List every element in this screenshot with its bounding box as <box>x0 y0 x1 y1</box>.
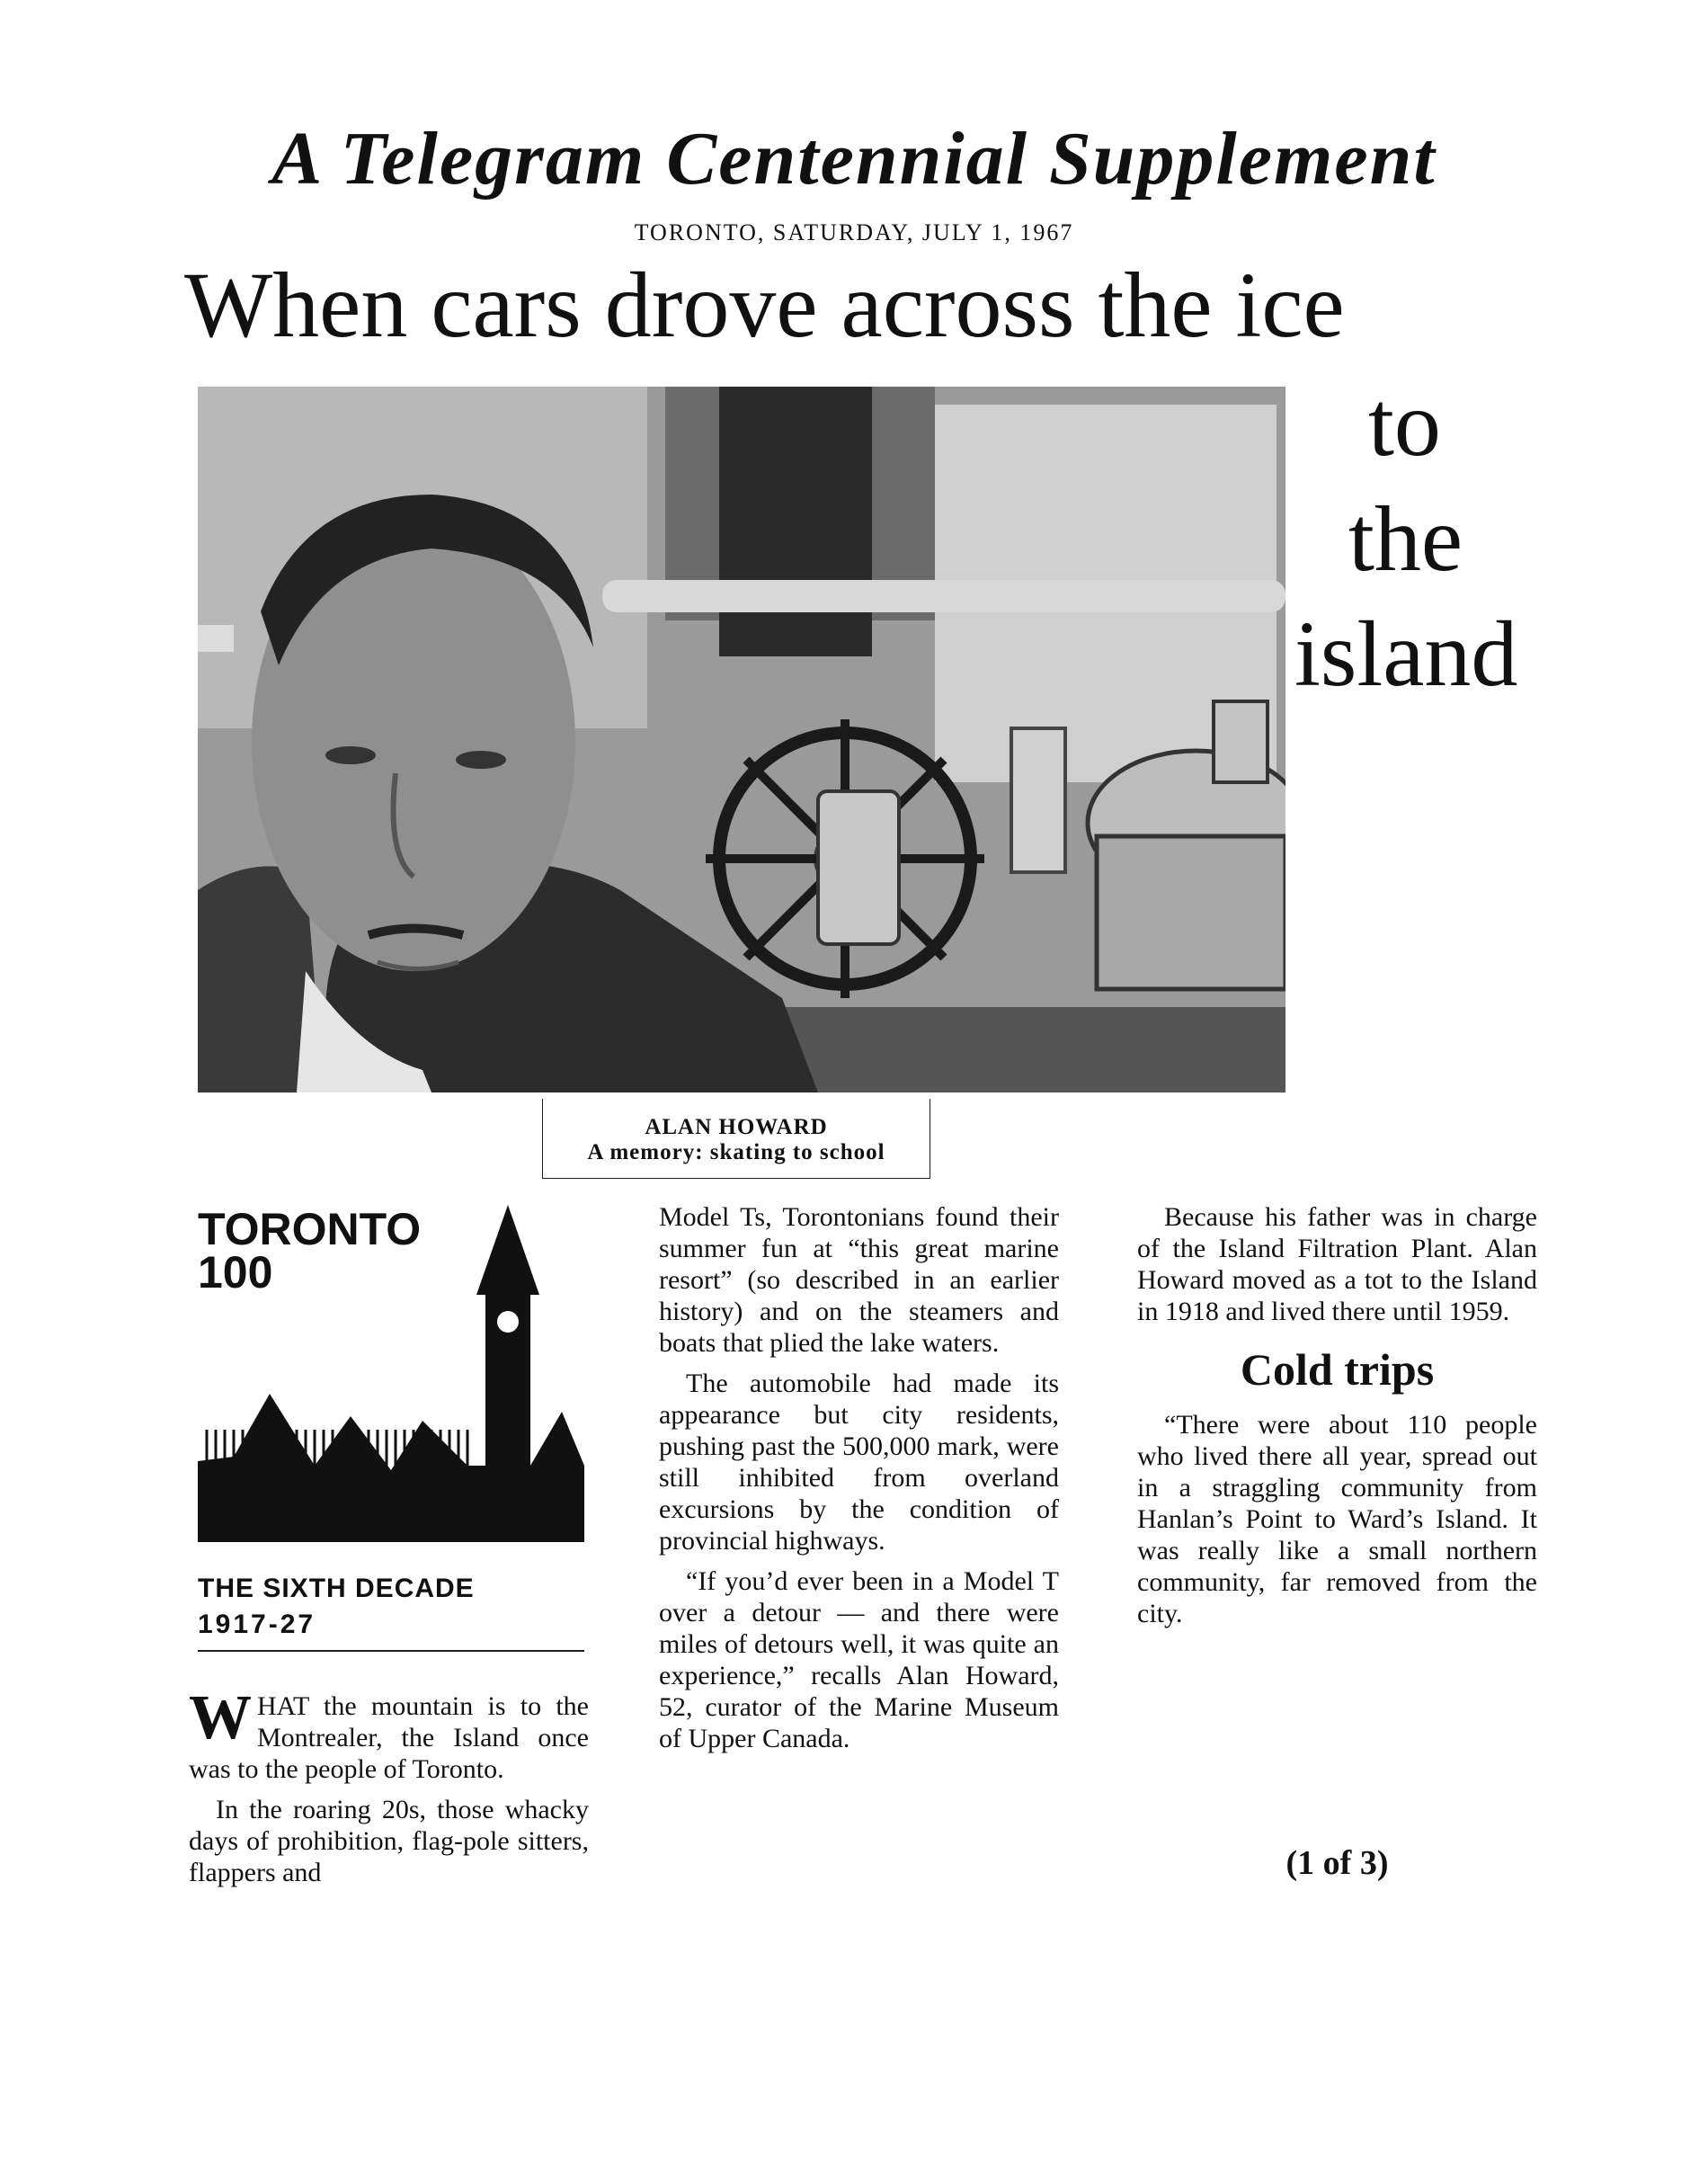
headline-word-to: to <box>1368 372 1441 476</box>
caption-name: ALAN HOWARD <box>645 1115 828 1139</box>
drop-cap: W <box>189 1683 252 1752</box>
article-paragraph: Model Ts, Torontonians found their summer fun at “this great marine resort” (so described in an earlier history) and on the steamers and boats that plied the lake waters. <box>659 1202 1059 1358</box>
article-column-3 <box>1137 1201 1537 1629</box>
logo-number: 100 <box>198 1247 273 1297</box>
headline-word-island: island <box>1294 602 1518 706</box>
article-paragraph: In the roaring 20s, those whacky days of prohibition, flag-pole sitters, flappers and <box>189 1795 589 1887</box>
article-paragraph: “If you’d ever been in a Model T over a detour — and there were miles of detours well, it was quite an experience,” recalls Alan Howard, 52, curator of the Marine Museum of Upper Canada. <box>659 1566 1059 1753</box>
article-paragraph: “There were about 110 people who lived there all year, spread out in a straggling community from Hanlan’s Point to Ward’s Island. It was really like a small northern community, far removed from the city. <box>1137 1410 1537 1628</box>
logo-title: TORONTO <box>198 1204 422 1254</box>
supplement-title: A Telegram Centennial Supplement <box>271 117 1437 201</box>
article-paragraph: Because his father was in charge of the Island Filtration Plant. Alan Howard moved as a tot to the Island in 1918 and lived there until 1959. <box>1137 1202 1537 1326</box>
article-paragraph <box>189 1683 589 1785</box>
logo-rule <box>198 1650 584 1652</box>
article-column-2 <box>659 1201 1059 1754</box>
headline-line1: When cars drove across the ice <box>184 254 1345 357</box>
logo-decade: THE SIXTH DECADE <box>198 1574 475 1603</box>
article-column-1 <box>189 1683 589 1888</box>
dateline: TORONTO, SATURDAY, JULY 1, 1967 <box>634 219 1074 245</box>
subhead: Cold trips <box>1240 1344 1435 1395</box>
photo-caption <box>542 1099 930 1179</box>
series-logo <box>198 1196 593 1672</box>
article-paragraph: The automobile had made its appearance but city residents, pushing past the 500,000 mark, were still inhibited from overland excursions by the condition of provincial highways. <box>659 1369 1059 1556</box>
page-marker: (1 of 3) <box>1285 1844 1389 1882</box>
paragraph-text: HAT the mountain is to the Montrealer, the Island once was to the people of Toronto. <box>189 1691 589 1784</box>
portrait-photo <box>198 387 1285 1092</box>
logo-years: 1917-27 <box>198 1610 316 1639</box>
headline-word-the: the <box>1348 487 1463 591</box>
caption-text: A memory: skating to school <box>587 1140 885 1164</box>
